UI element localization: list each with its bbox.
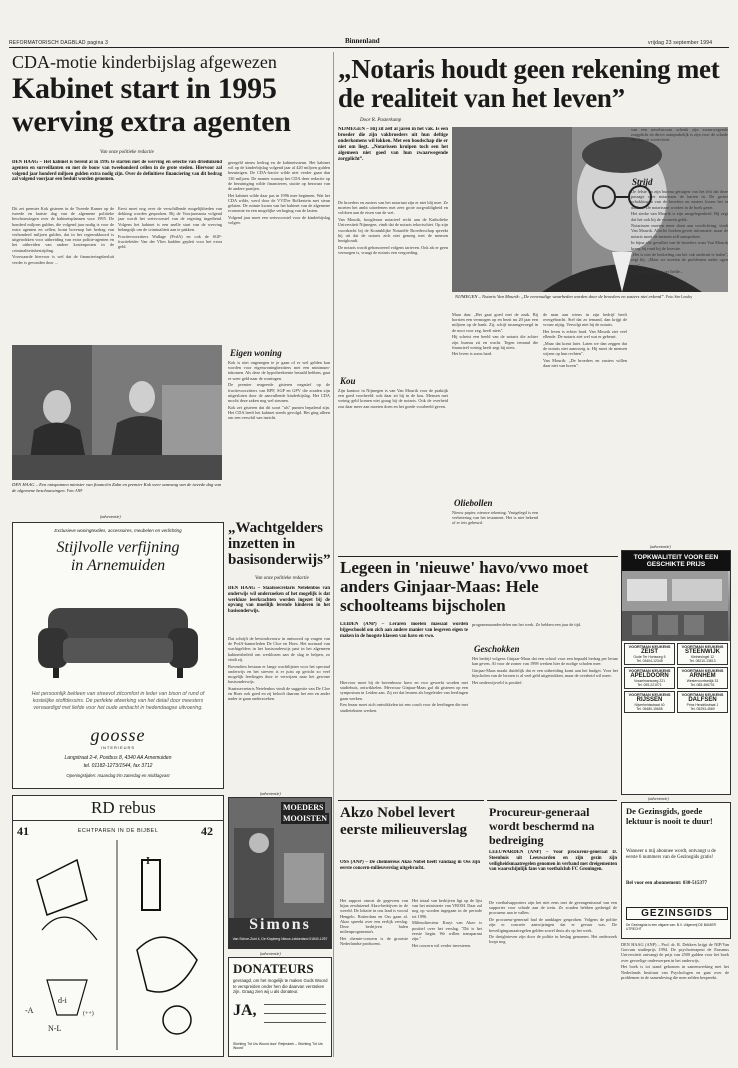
voortman-store-2 [624,667,675,689]
kitchen-photo [622,571,730,641]
article2-headline: „Notaris houdt geen rekening met de realiteit van het leven” [338,54,720,113]
article4-col: Dat schrijft de bewindsvrouw in antwoord op vragen van de PvdA-kamerleden De Cloe en Hoes. Het normaal van wachtgelders in het basisonderwijs past in het algemeen kabinetsbeleid om werklozen aan de slag te helpen, zo vindt zij. Bovendien bestaan er lange wachtlijsten voor het speciaal onderwijs en het streven is er juist op gericht zo veel mogelijk leerlingen door te verwijzen naar het gewone basisonderwijs. Staatssecretaris Netelenbos vindt de suggestie van De Cloe en Hoes ook goed en zij belooft daarom het een en ander nader te gaan onderzoeken. [228,636,330,702]
rebus-title: RD rebus [91,798,156,817]
rebus-puzzle-illustration [17,840,217,1050]
arnemuiden-address: Langstraat 2-4, Postbus 8, 4340 AA Arnemuiden [64,755,172,761]
sofa-illustration [38,583,198,683]
article3-headline: Legeen in 'nieuwe' havo/vwo moet anders Ginjaar-Maas: Hele schoolteams bijscholen [340,558,589,615]
rebus-label-plus: (++) [83,1011,94,1017]
rebus-label-a: -A [25,1006,34,1015]
article2-col4a: van een nevelstroom schenk zijn zwaarwegende zorgplicht en direct aansprakelijk is zijn voor de schade die daaruit voortvloeit. [631,127,728,143]
voortman-store-city: ARNHEM [689,673,716,679]
rebus-box [12,795,224,1057]
donateurs-ad[interactable] [228,957,332,1057]
voortman-ad-label: (advertentie) [650,544,671,549]
article2-sub-strijd: Strijd [632,177,653,187]
article6-col: De voetbalsupporters zijn het niet eens met de gevangenisstraf van een supporter voor schade aan de trein. Ze zouden hebben gedreigd de procureur aan te vallen. De procureur-generaal had de aanklager gesproken. Volgens de politie zijn er concrete aanwijzingen dat er gevaar was. De beveiligingsmaatregelen gelden zowel thuis als op het werk. De dreigbrieven zijn door de politie in beslag genomen. Het onderzoek loopt nog. [489,900,617,945]
article4-lead: DEN HAAG – Staatssecretaris Netelenbos van onderwijs wil onderzoeken of het mogelijk is dat werkloze leerkrachten worden ingezet bij de opvang van moeilijk lerende kinderen in het basisonderwijs. [228,586,330,615]
article1-col3b: Kok is niet ongenegen te je gaan of er wel gelden kan worden voor eigenwoningbezitters met een minimum-inkomen. Als deze de hypotheekrente betaald hebben, gaat er weer geld naar de woningen. De premier reageerde gisteren negatief op de fractievoorzitters van RPF, SGP en GPV die zouden zijn uitgesloten door de aanvullende kinderbijslag. Het CDA mocht deze zaken nog wel steunen. Kok zei gisteren dat dit soort "als" punten bepalend zijn. Het CDA heeft het kabinet steeds gevolgd. Het ging alleen om een verschil van inzicht. [228,360,330,421]
article2-col1b: Zijn kantoor in Nijmegen is van Van Mourik voor de praktijk een goed voorbeeld: ook daar zit hij in de kou. Mensen met weinig geld komen niet graag bij de notaris. Ook de overheid zou daar meer aan moeten doen en het goede voorbeeld geven. [338,388,448,409]
article3-col1: Hiervoor moet bij de bovenbouw havo en vwo gewerkt worden met studiehuis, ontwikkelen. Mevrouw Ginjaar-Maas gaf dit gisteren op een symposium in Leiden aan. Zij zei dat leraren als begeleider van leerlingen gaan werken. Een leraar moet zich ontwikkelen tot een coach voor de leerlingen die met studieteksten werken. [340,680,468,713]
article2-sub-oliebollen: Oliebollen [454,498,493,508]
article5-headline: Akzo Nobel levert eerste milieuverslag [340,805,468,838]
gezinsgids-brand-sub: De Gezinsgids is een uitgave van: B.V. Uitgeverij DE BANIER UTRECHT [626,923,717,932]
gezinsgids-brand: GEZINSGIDS [626,907,728,920]
article4-headline: „Wachtgelders inzetten in basisonderwijs” [228,520,331,568]
voortman-store-tel: Tel. 055-221071 [637,683,662,687]
rebus-num-left: 41 [17,824,29,838]
voortman-store-addr: Kleinesingel 12 [691,655,714,659]
gezinsgids-ad-label: (advertentie) [648,796,669,801]
voortman-store-tel: Tel. 03404-12345 [636,659,663,663]
article2-sub-kou: Kou [340,376,356,386]
voortman-store-name: VOORTMAN KEUKENS [681,693,724,697]
voortman-store-name: VOORTMAN KEUKENS [628,669,671,673]
gezinsgids-cta: Bel voor een abonnement: 030-515377 [626,881,708,886]
voortman-store-tel: Tel. 085-456701 [690,683,715,687]
article4-byline: Van onze politieke redactie [255,576,309,581]
rebus-label-i: I [146,856,150,867]
moeders-title2: MOOISTEN [283,814,328,823]
article1-col2: Eerst moet nog over de verschillende mogelijkheden van dekking worden gesproken. Bij de Voorjaarsnota volgend jaar wordt het wetsvoorstel van de regering ingediend. Volgens het kabinet is een snelle start van de werving belangrijk om de criminaliteit aan te pakken. Fractievoorzitters Wallage (PvdA) en ook de SGP-fractieleider Van der Vlies hadden gepleit voor het extra geld. [118,206,222,249]
gezinsgids-body: Wanneer u mij abonnee wordt, ontvangt u de eerste 6 nummers van de Gezinsgids gratis! [626,849,716,861]
arnemuiden-brand-sub: INTERIEURS [100,745,136,750]
article6-headline: Procureur-generaal wordt beschermd na bedreiging [489,805,595,847]
voortman-store-city: APELDOORN [630,673,669,679]
bottom-right-snippet: DEN HAAG (ANP) – Prof. dr. R. Dekkers krijgt de NIP/Van Gorcum studieprijs 1994. De psychoterapeut de Erasmus Universiteit ontvangt de prijs van 2500 gulden voor het boek over gevoelige onderwerpen in het onderwijs. Het boek is tot stand gekomen in samenwerking met het Nederlands Instituut van Psychologen en gaat over de problemen in de samenleving die men zelden bespreekt. [621,942,729,980]
rebus-subtitle: ECHTPAREN IN DE BIJBEL [77,828,159,834]
voortman-store-city: RIJSSEN [636,697,663,703]
article3-col2a: programmaonderdelen om het werk. Ze hebben een jaar de tijd. [472,622,582,627]
article5-lead: OSS (ANP) – De chemiereus Akzo Nobel heeft vandaag in Oss zijn eerste concern-milieuverslag uitgebracht. [340,860,480,871]
gezinsgids-title: De Gezinsgids, goede lektuur is nooit te duur! [626,806,713,826]
voortman-store-tel: Tel. 05210-13813 [689,659,716,663]
voortman-store-city: ZEIST [640,649,658,655]
moeders-ad[interactable] [228,797,332,949]
header-left: REFORMATORISCH DAGBLAD pagina 3 [9,40,109,46]
kitchen-illustration [622,571,728,641]
arnemuiden-top: Exclusieve woningtextiles, accessoires, meubelen en verlichting [54,528,182,533]
voortman-store-name: VOORTMAN KEUKENS [681,669,724,673]
arnemuiden-title2: in Arnemuiden [70,557,166,574]
voortman-store-city: DALFSEN [688,697,717,703]
article3-sub: Geschokken [474,644,520,654]
article1-lead: DEN HAAG – Het kabinet is bereid al in 1995 te starten met de werving en selectie van drieduizend agenten en surveillanten en met de bouw van tweehonderd cellen in de grote steden. Hiervoor zal volgend jaar honderd miljoen gulden extra nodig zijn. Over de definitieve financiering van dit bedrag zal volgend voorjaar een besluit worden genomen. [12,160,222,183]
arnemuiden-phone: tel. 01182-1273/1544, fax 3712 [83,763,153,769]
arnemuiden-title1: Stijlvolle verfijning [56,539,180,556]
ministers-photo-illustration [12,345,222,480]
voortman-store-4 [624,691,675,713]
voortman-store-city: STEENWIJK [684,649,720,655]
article1-caption: DEN HAAG – Een ontspannen minister van financiën Zalm en premier Kok weer aanvang van de tweede dag van de algemene beschouwingen. Foto: ANP [12,482,222,493]
donateurs-foot: Stichting 'Tot Uw Woord door' Retjeskerk – Stichting 'Tot Uw Woord' [233,1042,323,1051]
section-title: Binnenland [345,37,380,45]
donateurs-ad-label: (advertentie) [260,951,281,956]
article2-caption: NIJMEGEN – Notaris Van Mourik: „De eenvoudige waarheden worden door de broeders en zusters niet erkend”. Foto: Sier Loudcy [455,294,693,299]
rebus-label-di: d-i [58,996,67,1005]
voortman-store-0 [624,643,675,665]
arnemuiden-ad[interactable] [12,522,224,789]
simons-brand: Simons [249,916,311,933]
voortman-store-1 [677,643,728,665]
voortman-store-addr: Nijverheidsstraat 40 [634,703,665,707]
article2-col2: Maar dan: „Het gaat goed met de zaak. Bij borsten een vermogen op en bezit nu 20 jaar een miljoen op de bank. Zij, schijf tussengevoegd in de noot voor zeg, heeft niets". Hij schetst een beeld van de notaris die achter zijn bureau zit en wacht. Tegen iemand die financieel weinig heeft zegt hij niets. Het leven is soms hard. [452,312,538,357]
article3-rule [338,556,618,557]
voortman-store-addr: Oude Ter Hortsweg 5 [633,655,666,659]
voortman-store-tel: Tel. 05293-4569 [690,707,715,711]
article5-col1: Het rapport omvat de gegevens van bijna zesduizend Akzo-bedrijven in de wereld. De lokatie in ons land is vooral Hengelo. Rotterdam en Oss gaan af. Akzo spreekt over een eerlijk verslag. Deze bedrijven halen milieuprogramma's. Het chemie-concern is de grootste Nederlandse producent. [340,898,408,947]
article2-col3: de man aan wiens in zijn bedrijf heeft overgebracht. Stel dat zo iemand, dan krijgt de vrouw nijtig. Vervolgt niet bij de notaris. Het leven is echter hard. Van Mourik ziet veel ellende. De notaris ziet wel wat er gebeurt. „Maar dat komt later. Laten we dan zeggen dat de notaris niet aanwezig is. Hij moet de mensen wijzen op hun rechten". Van Mourik: „De broeders en zusters willen daar niet van horen". [543,312,627,369]
voortman-store-addr: Westervoortsedijk 33 [686,679,719,683]
voortman-title: TOPKWALITEIT VOOR EEN GESCHIKTE PRIJS [622,551,730,571]
voortman-store-addr: Vosselmansweg 221 [633,679,666,683]
article2-col1: De broeders en zusters van het notariaat zijn er niet blij mee. Ze moeten het ambt uitoefenen met zeer grote zorgvuldigheid en voldoen aan de eisen van de wet. Van Mourik, hoogleraar notarieel recht aan de Katholieke Universiteit Nijmegen, vindt dat de notaris tekortschiet. Op zijn voordracht bij de Koninklijke Notariële Broederschap spreekt hij uit dat de notaris zich niet genoeg met de mensen bezighoudt. De notaris wordt gehonoreerd volgens tarieven. Ook als er geen vermogen is, vraagt de notaris een vergoeding. [338,200,448,255]
donateurs-title: DONATEURS [233,961,314,976]
voortman-store-addr: Prins Hendrikstraat 1 [686,703,719,707]
voortman-ad[interactable] [621,550,731,795]
article1-col1: Dit zei premier Kok gisteren in de Tweede Kamer op de tweede en laatste dag van de algemene politieke beschouwingen over de kabinetsplannen voor 1995. De honderd miljoen gulden, die volgend jaar nodig is voor de extra agenten en cellen, komt bovenop het bedrag van verhonderd miljoen gulden, dat in het regeerakkoord is uitgetrokken voor uitbreiding van extra politie-agenten en het uitbreiden van andere kostenposten in de criminaliteitsbestrijding. Voorwaarde hiervoor is wel dat de financieringsbesluit verder is gevonden door ... [12,206,114,265]
voortman-store-5 [677,691,728,713]
voortman-stores [622,641,730,715]
simons-footer: Van Schoe-Zuid 4, De Klopberg Nieuw-Lekkerland 01840-1257 [232,937,328,941]
article1-kicker: CDA-motie kinderbijslag afgewezen [12,52,277,72]
donateurs-ja: JA, [233,1002,257,1019]
header-rule [9,47,729,48]
moeders-ad-label: (advertentie) [260,791,281,796]
article2-col2b: Nieuw papier, nieuwe tekening. Vastgelegd is een verbetering van het testament. Het is niet bekend of er iets gebeurd. [452,510,538,526]
voortman-store-tel: Tel. 05480-15655 [636,707,663,711]
article6-lead: LEEUWARDEN (ANP) – Voor procureur-generaal D. Steenhuis uit Leeuwarden en zijn gezin zijn veiligheidsmaatregelen genomen in verband met dreigementen van waarschijnlijk fans van voetbalclub FC Groningen. [489,850,617,873]
voortman-store-name: VOORTMAN KEUKENS [628,645,671,649]
article3-col2: Het bedrijf volgens Ginjaar-Maas dat een school voor een bepaald bedrag per leraar kan geven. Al voor de zomer van 1998 werken hier de nodige scholen mee. Ginjaar-Maas maakt duidelijk dat er een uitbreiding komt aan het budget. Voor het bijscholen van de leraren is al veel geld uitgetrokken, maar de overheid wil meer. Het onderwijsveld is positief. [472,656,618,685]
article5-col2: Het totaal van bedrijven ligt op de lijst van het ministerie van VROM. Daar zal nog op worden ingegaan in de periode tot 1996. Milieudirecteur Kruyt van Akzo is positief over het verslag. "Dit is het eerste begin. We willen transparant zijn." Het concern wil verder investeren. [412,898,482,948]
article1-photo [12,345,222,480]
rebus-num-right: 42 [201,824,213,838]
article1-col3: geregeld nieuw bedrag en de kabinetssteun. Het kabinet wil op de kinderbijslag volgend jaar al 420 miljoen gulden bezuinigen. De CDA-fractie wilde niet verder gaan dan 130 miljoen. De manier waarop het CDA deze redactie op de bezuiniging wilde financieren, stuitte op bezwaar van de andere partijen. Het kabinet wilde daar pas in 1996 mee beginnen. Wat het CDA wilde, werd door de VVD'er Bolkestein met steun gelaten. De ruimte kwam van het kabinet van de algemene economie en een mogelijke verhoging van de lasten. Volgend jaar moet een wetsvoorstel voor de kinderbijslag volgen. [228,160,330,226]
voortman-store-name: VOORTMAN KEUKENS [681,645,724,649]
arnemuiden-ad-label: (advertentie) [100,514,121,519]
arnemuiden-body: Het persoonlijk bekleen van streevol zitcomfort in leder van bison of rund of kostelijke stoffdessins. De perfekte afwerking van het detail door meesters vervaardigd met liefde voor het oude ambacht in hedendaagse uitvoering. [31,691,205,711]
header-date: vrijdag 23 september 1994 [648,40,713,46]
moeders-title1: MOEDERS [283,803,324,812]
article2-col4: De felste op zijn bureau getuigen van het feit dat deze passage over notarissen de harten in. De groter schokkingen van de broeders en zusters kwam het in dank af. De notarissen worden in de hoek gezet. Het sterke van Mourik is zijn aangelegenheid. Hij zegt dat het ook bij de vrouwen geldt. Notarissen moeten meer doen aan voorlichting, vindt Van Mourik. Allerlei boeken geven informatie, maar de notaris moet de mensen zelf aanspreken. In bijna alle gevallen van de broeders waar Van Mourik kreeg hij rond bij de kwestie. „Het is niet de bedoeling om het vak onderuit te halen", zegt hij. „Maar we moeten de problemen onder ogen zien". De kleine broeders ter liefde... [631,189,728,275]
article1-byline: Van onze politieke redactie [100,150,154,155]
voortman-store-3 [677,667,728,689]
arnemuiden-hours: Openingstijden: maandag t/m zaterdag en middagvast [66,773,170,778]
article3-lead: LEIDEN (ANP) – Leraren moeten massaal worden bijgeschoold om zich aan andere manier van lesgeven eigen te maken in de hoogste klassen van havo en vwo. [340,622,468,639]
rebus-label-nl: N-L [48,1024,62,1033]
voortman-store-name: VOORTMAN KEUKENS [628,693,671,697]
column-rule [333,52,334,1057]
arnemuiden-brand: goosse [90,725,146,745]
article1-subheading: Eigen woning [230,348,282,358]
donateurs-text: gevraagd, om het mogelijk te maken Gods Woord te verspreiden onder hen die daarvan verstoken zijn. Graag zien wij u als donateur. [233,978,328,995]
article2-lead: NIJMEGEN – Hij zit zelf al jaren in het vak. Is een broeder die zijn vakbroeders uit hun deftige onderkomens wil lokken. Met een boodschap die er niet om liegt. „Notarissen kruipen toch een het algemeen niet goed van hun zwaarwegende zorgplicht”. [338,127,448,162]
article1-headline: Kabinet start in 1995 werving extra agenten [12,72,291,138]
article2-byline: Door R. Pasterkamp [360,118,402,123]
gezinsgids-ad[interactable] [621,802,731,939]
